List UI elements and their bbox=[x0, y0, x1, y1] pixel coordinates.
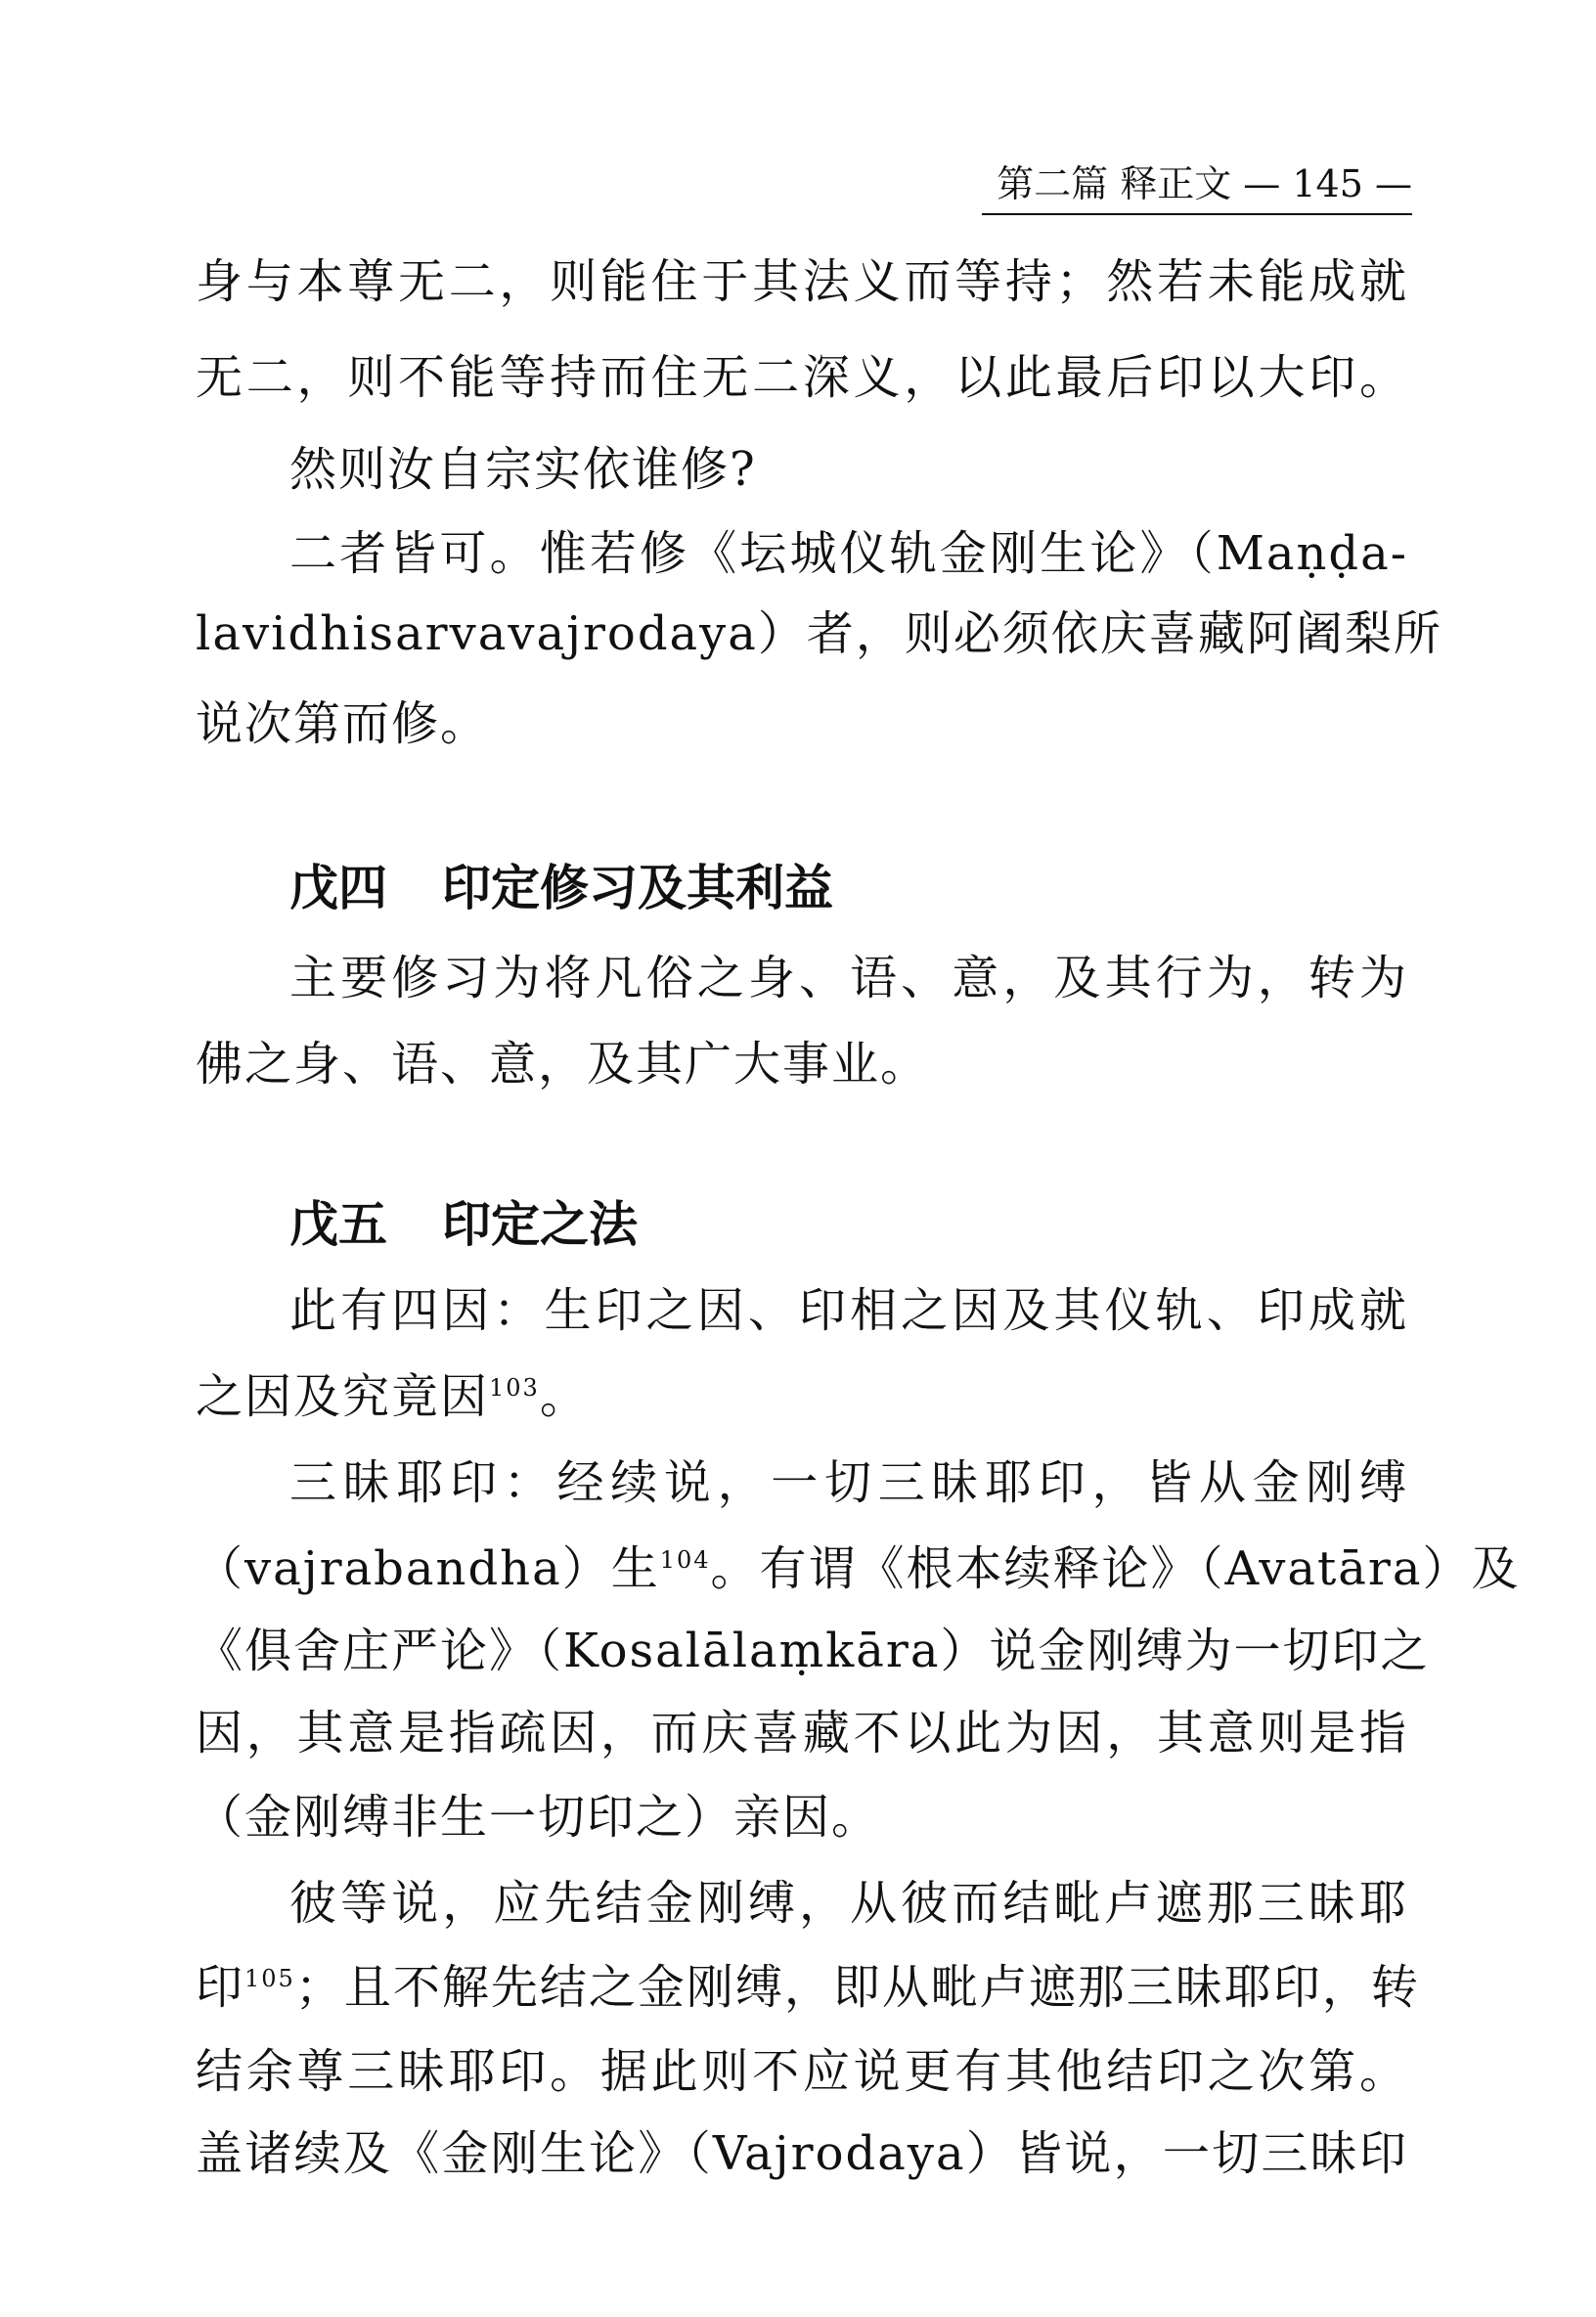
text-line: 结余尊三昧耶印。据此则不应说更有其他结印之次第。 bbox=[196, 2044, 1408, 2099]
text-span: 之因及究竟因 bbox=[196, 1369, 490, 1424]
text-line: 主要修习为将凡俗之身、语、意，及其行为，转为 bbox=[289, 951, 1408, 1005]
footnote-marker: 104 bbox=[659, 1546, 711, 1574]
text-span: 。 bbox=[539, 1369, 589, 1424]
section-number: 戊五 bbox=[289, 1196, 387, 1253]
text-line: 无二，则不能等持而住无二深义，以此最后印以大印。 bbox=[196, 350, 1408, 405]
text-line: 因，其意是指疏因，而庆喜藏不以此为因，其意则是指 bbox=[196, 1706, 1408, 1760]
section-title: 印定之法 bbox=[442, 1196, 638, 1253]
text-span: （vajrabandha）生 bbox=[196, 1541, 660, 1596]
section-number: 戊四 bbox=[289, 860, 387, 916]
text-line bbox=[196, 1365, 1408, 1428]
text-span: 。有谓《根本续释论》（Avatāra）及 bbox=[710, 1541, 1521, 1596]
header-rule bbox=[982, 213, 1412, 215]
text-line: lavidhisarvavajrodaya）者，则必须依庆喜藏阿阇梨所 bbox=[196, 606, 1442, 661]
text-line: 二者皆可。惟若修《坛城仪轨金刚生论》（Maṇḍa- bbox=[289, 526, 1408, 581]
text-line: 彼等说，应先结金刚缚，从彼而结毗卢遮那三昧耶 bbox=[289, 1876, 1408, 1931]
running-header: 第二篇 释正文 — 145 — bbox=[997, 162, 1412, 205]
text-line: 此有四因：生印之因、印相之因及其仪轨、印成就 bbox=[289, 1283, 1408, 1338]
text-line: 然则汝自宗实依谁修? bbox=[289, 442, 757, 497]
text-line: 佛之身、语、意，及其广大事业。 bbox=[196, 1037, 930, 1092]
text-line: 盖诸续及《金刚生论》（Vajrodaya）皆说，一切三昧印 bbox=[196, 2126, 1408, 2181]
section-title: 印定修习及其利益 bbox=[442, 860, 833, 916]
text-span: ；且不解先结之金刚缚，即从毗卢遮那三昧耶印，转 bbox=[294, 1960, 1420, 2015]
text-line: 三昧耶印：经续说，一切三昧耶印，皆从金刚缚 bbox=[289, 1455, 1408, 1510]
text-span: 印 bbox=[196, 1960, 245, 2015]
text-line bbox=[196, 1956, 1420, 2019]
section-heading bbox=[289, 857, 833, 919]
text-line: 《俱舍庄严论》（Kosalālaṃkāra）说金刚缚为一切印之 bbox=[196, 1624, 1430, 1678]
footnote-marker: 105 bbox=[244, 1965, 295, 1992]
text-line: 身与本尊无二，则能住于其法义而等持；然若未能成就 bbox=[196, 254, 1408, 309]
text-line: 说次第而修。 bbox=[196, 696, 490, 751]
section-heading bbox=[289, 1193, 638, 1256]
footnote-marker: 103 bbox=[489, 1374, 540, 1402]
page-header bbox=[0, 156, 1596, 211]
text-line bbox=[196, 1537, 1521, 1600]
text-line: （金刚缚非生一切印之）亲因。 bbox=[196, 1790, 881, 1845]
